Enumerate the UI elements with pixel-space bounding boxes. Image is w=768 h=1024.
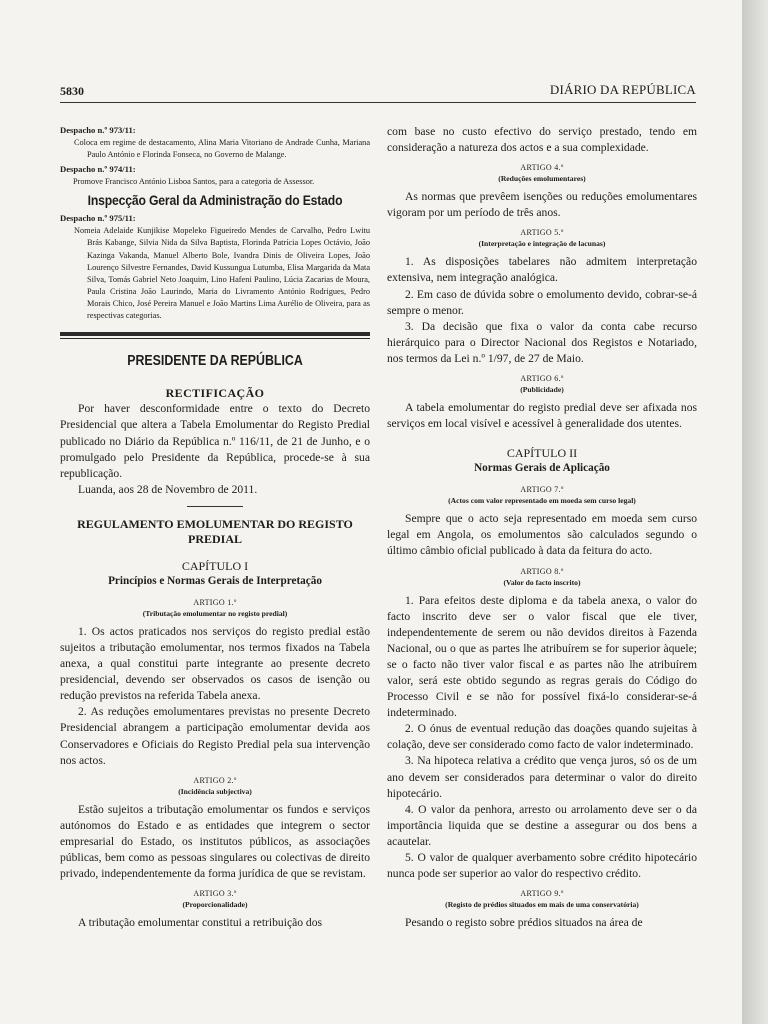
article-subtitle: (Actos com valor representado em moeda sem curso legal) bbox=[448, 496, 636, 506]
left-column bbox=[60, 124, 370, 931]
despacho-heading: Despacho n.º 973/11: bbox=[60, 125, 136, 135]
article-subtitle: (Interpretação e integração de lacunas) bbox=[478, 239, 606, 249]
article-paragraph: Sempre que o acto seja representado em moeda sem curso legal em Angola, os emolumentos são calculados segundo o último câmbio oficial publicado à data da feitura do acto. bbox=[387, 512, 697, 558]
article-paragraph: Pesando o registo sobre prédios situados na área de bbox=[405, 916, 643, 930]
article-paragraph: As normas que prevêem isenções ou reduções emolumentares vigoram por um período de três anos. bbox=[387, 190, 697, 220]
despacho-text: Coloca em regime de destacamento, Alina Maria Vitoriano de Andrade Cunha, Mariana Paulo António e Florinda Fonseca, no Governo de Malange. bbox=[74, 138, 370, 160]
rectification-title: RECTIFICAÇÃO bbox=[165, 386, 265, 401]
article-label: ARTIGO 7.º bbox=[520, 485, 564, 495]
article-label: ARTIGO 2.º bbox=[193, 775, 237, 785]
article-subtitle: (Proporcionalidade) bbox=[182, 900, 248, 910]
article-label: ARTIGO 4.º bbox=[520, 163, 564, 173]
article-subtitle: (Valor do facto inscrito) bbox=[503, 577, 581, 587]
page-edge bbox=[742, 0, 768, 1024]
chapter-label: CAPÍTULO I bbox=[181, 558, 249, 573]
despacho-text: Promove Francisco António Lisboa Santos, para a categoria de Assessor. bbox=[73, 177, 315, 187]
page-number: 5830 bbox=[60, 84, 84, 98]
article-paragraph: 1. As disposições tabelares não admitem interpretação extensiva, nem integração analógica. bbox=[387, 255, 697, 285]
article-label: ARTIGO 1.º bbox=[193, 597, 237, 607]
article-paragraph: 5. O valor de qualquer averbamento sobre crédito hipotecário nunca pode ser superior ao valor do respectivo crédito. bbox=[387, 851, 697, 881]
article-label: ARTIGO 5.º bbox=[520, 228, 564, 238]
article-label: ARTIGO 6.º bbox=[520, 374, 564, 384]
despacho-974 bbox=[60, 163, 370, 188]
despacho-973 bbox=[60, 124, 370, 161]
regulation-title: REGULAMENTO EMOLUMENTAR DO REGISTO PREDIAL bbox=[77, 516, 353, 546]
article-paragraph: 3. Da decisão que fixa o valor da conta cabe recurso hierárquico para o Director Nacional dos Registos e Notariado, nos termos da Lei n.º 1/97, de 27 de Maio. bbox=[387, 319, 697, 365]
article-subtitle: (Publicidade) bbox=[520, 385, 564, 395]
article-label: ARTIGO 9.º bbox=[520, 889, 564, 899]
article-subtitle: (Reduções emolumentares) bbox=[498, 174, 586, 184]
section-title: PRESIDENTE DA REPÚBLICA bbox=[127, 353, 303, 370]
despacho-heading: Despacho n.º 974/11: bbox=[60, 164, 136, 175]
article-paragraph: A tributação emolumentar constitui a retribuição dos bbox=[78, 916, 323, 930]
article-paragraph: 2. Em caso de dúvida sobre o emolumento devido, cobrar-se-á sempre o menor. bbox=[387, 287, 697, 317]
despacho-975 bbox=[60, 212, 370, 322]
short-divider bbox=[187, 506, 243, 507]
despacho-heading: Despacho n.º 975/11: bbox=[60, 213, 136, 224]
article-paragraph: 2. As reduções emolumentares previstas no presente Decreto Presidencial abrangem a participação emolumentar devida aos Conservadores e Oficiais do Registo Predial pela sua intervenção nos actos. bbox=[60, 705, 370, 767]
article-paragraph: Estão sujeitos a tributação emolumentar os fundos e serviços autónomos do Estado e as entidades que integrem o sector empresarial do Estado, os institutos públicos, as associações públicas, bem como as pessoas singulares ou colectivas de direito privado, independentemente da forma jurídica de que se revistam. bbox=[60, 802, 370, 881]
article-label: ARTIGO 3.º bbox=[193, 889, 237, 899]
article-label: ARTIGO 8.º bbox=[520, 566, 564, 576]
article-subtitle: (Incidência subjectiva) bbox=[178, 786, 252, 796]
section-divider-thick bbox=[60, 332, 370, 336]
article-subtitle: (Registo de prédios situados em mais de uma conservatória) bbox=[445, 900, 639, 910]
chapter-label: CAPÍTULO II bbox=[506, 446, 578, 461]
article-paragraph: A tabela emolumentar do registo predial deve ser afixada nos serviços em local visível e acessível à generalidade dos utentes. bbox=[387, 401, 697, 431]
journal-title: DIÁRIO DA REPÚBLICA bbox=[549, 82, 696, 97]
page-header bbox=[60, 80, 696, 103]
article-paragraph: 1. Para efeitos deste diploma e da tabela anexa, o valor do facto inscrito deve ser o valor fiscal que ele tiver, independentemente de serem ou não devidos direitos à Fazenda Nacional, ou o que as partes lhe atribuírem se for superior àquele; se o facto não tiver valor fiscal e as partes não lhe atribuírem valor, será este obtido segundo as regras gerais do Código do Processo Civil e se não for possível fixá-lo considerar-se-á indeterminado. bbox=[387, 593, 697, 720]
article-paragraph: 1. Os actos praticados nos serviços do registo predial estão sujeitos a tributação emolumentar, nos termos fixados na Tabela anexa, a qual constitui parte integrante ao presente decreto presidencial, devendo ser observados os casos de isenção ou redução previstos na referida Tabela anexa. bbox=[60, 624, 370, 703]
rectification-date: Luanda, aos 28 de Novembro de 2011. bbox=[78, 482, 258, 496]
continued-paragraph: com base no custo efectivo do serviço prestado, tendo em consideração a natureza dos actos e a sua complexidade. bbox=[387, 125, 697, 155]
chapter-title: Princípios e Normas Gerais de Interpretação bbox=[108, 574, 322, 587]
article-paragraph: 3. Na hipoteca relativa a crédito que vença juros, só os de um ano devem ser considerados para determinar o valor do direito hipotecário. bbox=[387, 754, 697, 800]
despacho-text: Nomeia Adelaide Kunjikise Mopeleko Figueiredo Mendes de Carvalho, Pedro Lwitu Brás Kabange, Silvia Nida da Silva Baptista, Florinda Patrícia Lopes Octávio, João Kazinga Vakanda, Manuel Alberto Bole, Ivandra Dinis de Oliveira Lopes, João Lourenço Silvestre Fernandes, David Kussungua Lutumba, Elisa Margarida da Mata Silva, Tomás Gabriel Neto Joaquim, Lino Hafeni Paulino, Lúcia Zacarias de Moura, Paula Cristina João Laurindo, Maria do Livramento António Rodrigues, Pedro Morais Chico, José Pereira Manuel e João Martins Lima Aurélio de Oliveira, para as respectivas categorias. bbox=[74, 226, 370, 321]
section-divider-thin bbox=[60, 338, 370, 339]
article-paragraph: 4. O valor da penhora, arresto ou arrolamento deve ser o da importância liquida que se destine a assegurar ou dos bens a acautelar. bbox=[387, 802, 697, 848]
article-paragraph: 2. O ónus de eventual redução das doações quando sujeitas à colação, deve ser considerado como facto de valor indeterminado. bbox=[387, 722, 697, 752]
institution-title: Inspecção Geral da Administração do Estado bbox=[87, 193, 343, 210]
right-column bbox=[387, 124, 697, 931]
rectification-text: Por haver desconformidade entre o texto do Decreto Presidencial que altera a Tabela Emolumentar do Registo Predial publicado no Diário da República n.º 116/11, de 21 de Junho, e o promulgado pelo Presidente da República, procede-se à sua republicação. bbox=[60, 402, 370, 480]
article-subtitle: (Tributação emolumentar no registo predial) bbox=[142, 608, 288, 618]
chapter-title: Normas Gerais de Aplicação bbox=[474, 462, 610, 475]
